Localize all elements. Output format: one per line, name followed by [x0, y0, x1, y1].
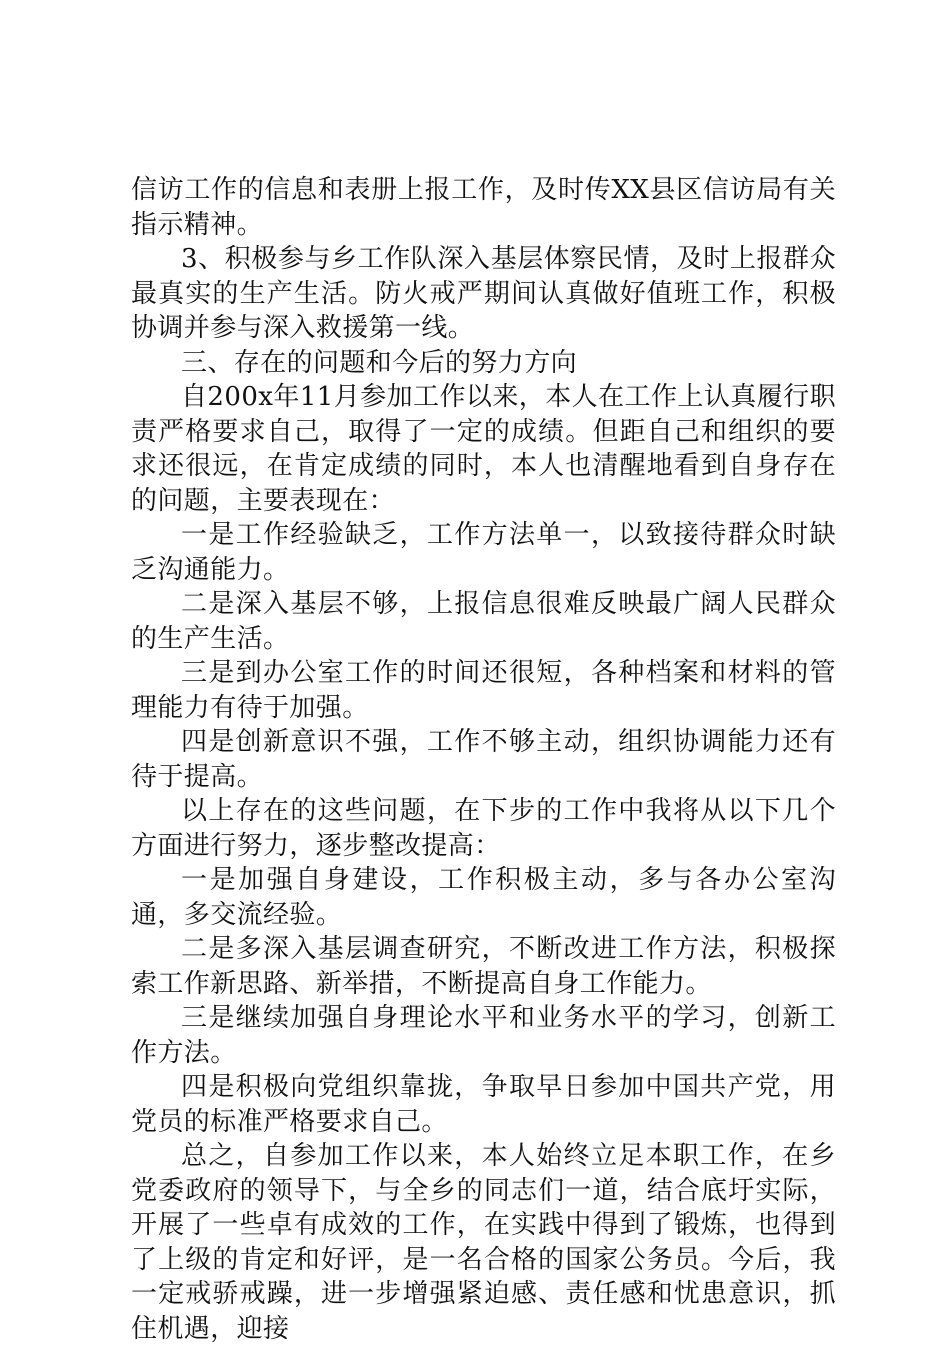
paragraph-4: 一是工作经验缺乏，工作方法单一，以致接待群众时缺乏沟通能力。 — [131, 520, 836, 585]
paragraph-8: 以上存在的这些问题，在下步的工作中我将从以下几个方面进行努力，逐步整改提高： — [131, 796, 836, 861]
paragraph-6: 三是到办公室工作的时间还很短，各种档案和材料的管理能力有待于加强。 — [131, 658, 836, 723]
paragraph-11: 三是继续加强自身理论水平和业务水平的学习，创新工作方法。 — [131, 1003, 836, 1068]
document-body — [131, 173, 836, 1346]
paragraph-5: 二是深入基层不够，上报信息很难反映最广阔人民群众的生产生活。 — [131, 589, 836, 654]
paragraph-12: 四是积极向党组织靠拢，争取早日参加中国共产党，用党员的标准严格要求自己。 — [131, 1072, 836, 1137]
section-heading: 三、存在的问题和今后的努力方向 — [181, 347, 578, 378]
paragraph-13: 总之，自参加工作以来，本人始终立足本职工作，在乡党委政府的领导下，与全乡的同志们一道，结合底圩实际，开展了一些卓有成效的工作，在实践中得到了锻炼，也得到了上级的肯定和好评，是一名合格的国家公务员。今后，我一定戒骄戒躁，进一步增强紧迫感、责任感和忧患意识，抓住机遇，迎接 — [131, 1141, 836, 1344]
paragraph-9: 一是加强自身建设，工作积极主动，多与各办公室沟通，多交流经验。 — [131, 865, 836, 930]
paragraph-10: 二是多深入基层调查研究，不断改进工作方法，积极探索工作新思路、新举措，不断提高自身工作能力。 — [131, 934, 836, 999]
paragraph-2: 3、积极参与乡工作队深入基层体察民情，及时上报群众最真实的生产生活。防火戒严期间认真做好值班工作，积极协调并参与深入救援第一线。 — [131, 244, 836, 343]
paragraph-3: 自200x年11月参加工作以来，本人在工作上认真履行职责严格要求自己，取得了一定的成绩。但距自己和组织的要求还很远，在肯定成绩的同时，本人也清醒地看到自身存在的问题，主要表现在： — [131, 382, 836, 516]
paragraph-7: 四是创新意识不强，工作不够主动，组织协调能力还有待于提高。 — [131, 727, 836, 792]
paragraph-1: 信访工作的信息和表册上报工作，及时传XX县区信访局有关指示精神。 — [131, 175, 836, 240]
